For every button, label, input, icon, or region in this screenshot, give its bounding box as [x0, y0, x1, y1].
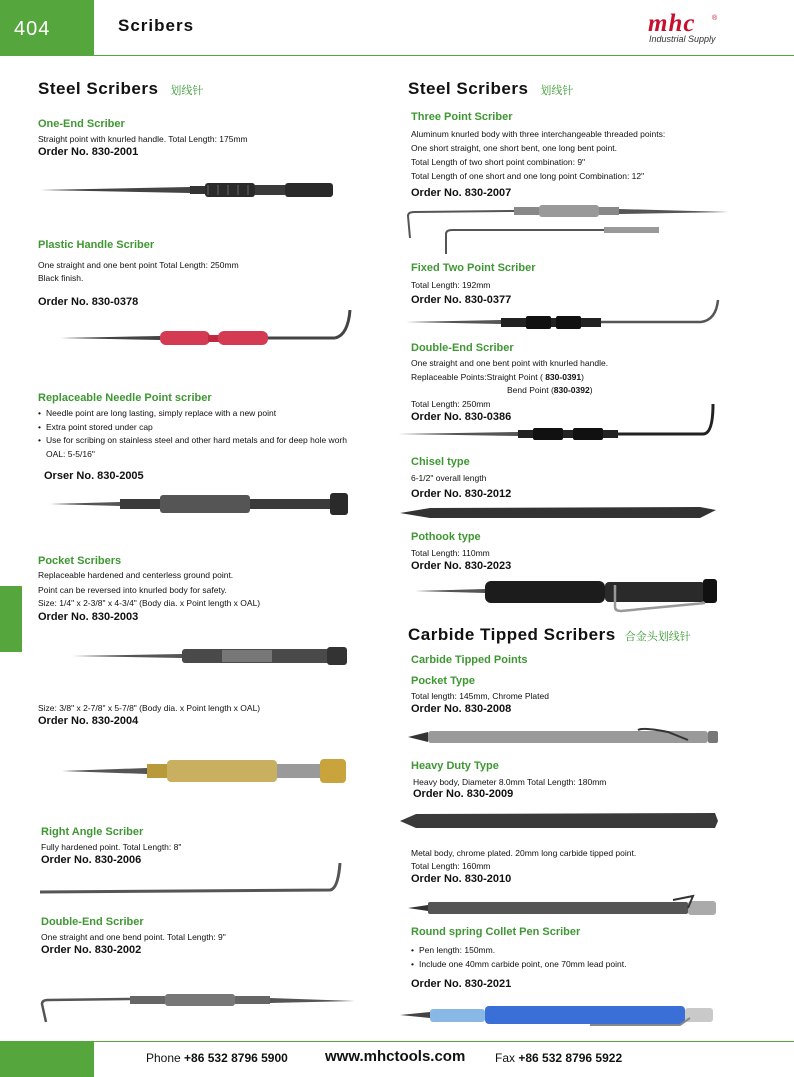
three-point-scriber-line-1: Aluminum knurled body with three interchangeable threaded points:: [411, 129, 666, 139]
logo-registered-mark: ®: [712, 15, 718, 22]
heavy-duty-type-title: Heavy Duty Type: [411, 760, 499, 772]
carbide-heading-chinese: 合金头划线针: [624, 631, 691, 643]
chisel-type-title: Chisel type: [411, 456, 470, 468]
right-angle-scriber-order: Order No. 830-2006: [41, 854, 142, 866]
one-end-scriber-order: Order No. 830-2001: [38, 146, 139, 158]
plastic-handle-scriber-image: [60, 305, 360, 355]
pothook-type-image: [415, 573, 725, 615]
chisel-type-order: Order No. 830-2012: [411, 488, 512, 500]
double-end-scriber-right-desc: One straight and one bent point with knurled handle.: [411, 358, 609, 368]
heavy-duty-type-order: Order No. 830-2009: [413, 788, 514, 800]
header-divider: [94, 55, 794, 56]
double-end-scriber-right-bend: [507, 384, 593, 398]
phone-label: Phone: [146, 1051, 181, 1065]
double-end-scriber-right-replaceable: [411, 371, 584, 385]
round-spring-feature-1: • Pen length: 150mm.: [411, 944, 731, 958]
double-end-scriber-right-length: Total Length: 250mm: [411, 399, 491, 409]
pocket-scribers-size-2: Size: 3/8" x 2-7/8" x 5-7/8" (Body dia. x Point length x OAL): [38, 703, 261, 713]
metal-body-scriber-image: [408, 893, 720, 923]
left-heading-chinese: 划线针: [170, 85, 204, 97]
one-end-scriber-title: One-End Scriber: [38, 118, 125, 130]
metal-body-scriber-desc: Metal body, chrome plated. 20mm long carbide tipped point.: [411, 848, 637, 858]
pocket-scribers-title: Pocket Scribers: [38, 555, 122, 567]
double-end-scriber-right-order: Order No. 830-0386: [411, 411, 512, 423]
fixed-two-point-scriber-title: Fixed Two Point Scriber: [411, 262, 536, 274]
needle-point-scriber-title: Replaceable Needle Point scriber: [38, 392, 212, 404]
fax-number: +86 532 8796 5922: [518, 1051, 623, 1065]
pocket-type-title: Pocket Type: [411, 675, 475, 687]
right-angle-scriber-desc: Fully hardened point. Total Length: 8": [41, 842, 182, 852]
fixed-two-point-scriber-image: [406, 298, 726, 334]
needle-point-scriber-image: [50, 490, 355, 520]
double-end-scriber-right-image: [398, 402, 728, 444]
phone-number: +86 532 8796 5900: [184, 1051, 288, 1065]
three-point-scriber-title: Three Point Scriber: [411, 111, 513, 123]
footer-green-bar: [0, 1041, 94, 1077]
replaceable-close-2: ): [589, 385, 593, 395]
three-point-scriber-order: Order No. 830-2007: [411, 187, 512, 199]
carbide-tipped-points-title: Carbide Tipped Points: [411, 654, 528, 666]
double-end-scriber-left-image: [40, 990, 360, 1024]
pocket-scribers-desc-2: Point can be reversed into knurled body for safety.: [38, 585, 227, 595]
pocket-type-image: [408, 725, 723, 749]
logo-subtitle: Industrial Supply: [649, 34, 716, 44]
plastic-handle-scriber-order: Order No. 830-0378: [38, 296, 139, 308]
pocket-scriber-large-image: [62, 756, 352, 786]
metal-body-scriber-order: Order No. 830-2010: [411, 873, 512, 885]
pocket-type-desc: Total length: 145mm, Chrome Plated: [411, 691, 549, 701]
fax-label: Fax: [495, 1051, 516, 1065]
needle-feature-3: • Use for scribing on stainless steel and other hard metals and for deep hole worh: [38, 434, 388, 448]
needle-feature-1: • Needle point are long lasting, simply replace with a new point: [38, 407, 388, 421]
replaceable-bend-no: 830-0392: [553, 385, 590, 395]
footer-phone: [146, 1051, 288, 1065]
pocket-scribers-size-1: Size: 1/4" x 2-3/8" x 4-3/4" (Body dia. x Point length x OAL): [38, 598, 261, 608]
three-point-scriber-image: [404, 200, 734, 260]
replaceable-straight-no: 830-0391: [545, 372, 582, 382]
replaceable-close-1: ): [581, 372, 584, 382]
needle-feature-2: • Extra point stored under cap: [38, 421, 388, 435]
right-heading: [408, 79, 573, 99]
heavy-duty-type-image: [400, 810, 720, 832]
replaceable-label: Replaceable Points:Straight Point (: [411, 372, 543, 382]
chisel-type-image: [400, 502, 720, 524]
plastic-handle-scriber-title: Plastic Handle Scriber: [38, 239, 155, 251]
double-end-scriber-left-order: Order No. 830-2002: [41, 944, 142, 956]
bend-label: Bend Point (: [507, 385, 554, 395]
pocket-scriber-small-image: [72, 643, 352, 669]
double-end-scriber-right-title: Double-End Scriber: [411, 342, 514, 354]
one-end-scriber-image: [40, 178, 340, 202]
left-heading: [38, 79, 203, 99]
fixed-two-point-scriber-desc: Total Length: 192mm: [411, 280, 491, 290]
footer-website[interactable]: www.mhctools.com: [325, 1048, 466, 1065]
right-angle-scriber-title: Right Angle Scriber: [41, 826, 144, 838]
three-point-scriber-line-3: Total Length of two short point combination: 9": [411, 157, 586, 167]
needle-point-scriber-oal: OAL: 5-5/16": [46, 449, 95, 459]
chisel-type-desc: 6-1/2" overall length: [411, 473, 487, 483]
one-end-scriber-desc: Straight point with knurled handle. Total Length: 175mm: [38, 134, 248, 144]
carbide-heading: [408, 625, 691, 645]
plastic-handle-scriber-desc: One straight and one bent point Total Length: 250mm: [38, 260, 239, 270]
carbide-heading-title: Carbide Tipped Scribers: [408, 625, 616, 644]
needle-point-scriber-features: [38, 407, 388, 448]
footer-divider: [94, 1041, 794, 1042]
pocket-scribers-order-2: Order No. 830-2004: [38, 715, 139, 727]
round-spring-collet-features: [411, 944, 731, 971]
metal-body-scriber-length: Total Length: 160mm: [411, 861, 491, 871]
round-spring-collet-image: [400, 998, 720, 1032]
needle-point-scriber-order: Orser No. 830-2005: [44, 470, 144, 482]
logo-brand: mhc: [648, 10, 696, 37]
three-point-scriber-line-4: Total Length of one short and one long point Combination: 12": [411, 171, 645, 181]
three-point-scriber-line-2: One short straight, one short bent, one long bent point.: [411, 143, 618, 153]
double-end-scriber-left-title: Double-End Scriber: [41, 916, 144, 928]
side-tab: [0, 586, 22, 652]
plastic-handle-scriber-finish: Black finish.: [38, 273, 84, 283]
double-end-scriber-left-desc: One straight and one bend point. Total Length: 9": [41, 932, 226, 942]
right-angle-scriber-image: [40, 860, 350, 900]
pothook-type-desc: Total Length: 110mm: [411, 548, 490, 558]
pothook-type-order: Order No. 830-2023: [411, 560, 512, 572]
right-heading-chinese: 划线针: [540, 85, 574, 97]
right-heading-title: Steel Scribers: [408, 79, 529, 98]
pocket-scribers-desc-1: Replaceable hardened and centerless ground point.: [38, 570, 234, 580]
fixed-two-point-scriber-order: Order No. 830-0377: [411, 294, 512, 306]
pocket-type-order: Order No. 830-2008: [411, 703, 512, 715]
pocket-scribers-order-1: Order No. 830-2003: [38, 611, 139, 623]
round-spring-collet-title: Round spring Collet Pen Scriber: [411, 926, 581, 938]
round-spring-feature-2: • Include one 40mm carbide point, one 70mm lead point.: [411, 958, 731, 972]
section-title: Scribers: [118, 16, 195, 35]
pothook-type-title: Pothook type: [411, 531, 481, 543]
footer: [0, 1041, 794, 1077]
heavy-duty-type-desc: Heavy body, Diameter 8.0mm Total Length: 180mm: [413, 777, 607, 787]
company-logo: [645, 10, 745, 46]
left-heading-title: Steel Scribers: [38, 79, 159, 98]
page-number: 404: [0, 0, 94, 56]
round-spring-collet-order: Order No. 830-2021: [411, 978, 512, 990]
footer-fax: [495, 1051, 622, 1065]
